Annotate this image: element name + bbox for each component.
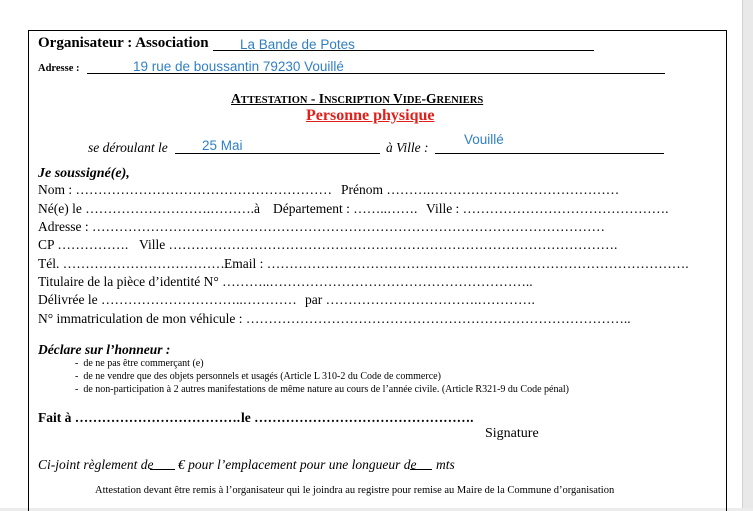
par-field: par …………………………….…………. — [305, 292, 535, 307]
declaration-heading: Déclare sur l’honneur : — [38, 342, 171, 357]
date-value: 25 Mai — [202, 138, 243, 153]
payment-unit: mts — [436, 457, 455, 472]
date-label: se déroulant le — [88, 140, 168, 155]
signature-label: Signature — [485, 426, 539, 441]
departement-field: Département : ……..……. — [273, 201, 418, 216]
fait-a-field: Fait à ………………………………. — [38, 410, 241, 425]
declaration-item: - de non-participation à 2 autres manifestations de même nature au cours de l’année civile. (Article R321-9 du Code pénal) — [75, 384, 570, 395]
address-underline — [87, 73, 665, 74]
ville-field: Ville ………………………………………………………………………………………. — [139, 237, 618, 252]
birth-date-field: Né(e) le ……………………….……….à — [38, 201, 260, 216]
organizer-underline — [213, 50, 594, 51]
organizer-label: Organisateur : Association — [38, 35, 209, 51]
organizer-value: La Bande de Potes — [240, 37, 355, 52]
declaration-item: - de ne vendre que des objets personnels et usagés (Article L 310-2 du Code de commerce) — [75, 371, 441, 382]
cp-field: CP ……………. — [38, 237, 129, 252]
subtitle-personne-physique: Personne physique — [306, 107, 435, 124]
address-value: 19 rue de boussantin 79230 Vouillé — [133, 59, 344, 74]
payment-amount-blank — [150, 469, 175, 470]
payment-euro-text: € pour l’emplacement pour une longueur de — [178, 457, 417, 472]
length-blank — [410, 469, 432, 470]
attestation-title: ATTESTATION - INSCRIPTION VIDE-GRENIERS — [231, 91, 484, 106]
city-underline — [435, 153, 664, 154]
adresse-field: Adresse : …………………………………………………………………………………………………… — [38, 219, 605, 234]
email-field: Email : …………………………………………………………………………………. — [224, 256, 689, 271]
payment-prefix: Ci-joint règlement de — [38, 457, 154, 472]
date-underline — [175, 153, 380, 154]
declaration-item: - de ne pas être commerçant (e) — [75, 358, 204, 369]
birth-city-field: Ville : ………………………………………. — [426, 201, 669, 216]
footer-note: Attestation devant être remis à l’organisateur qui le joindra au registre pour remise au Maire de la Commune d’organisation — [95, 485, 615, 496]
le-field: le …………………………………………. — [241, 410, 474, 425]
delivree-field: Délivrée le …………………………..………… — [38, 292, 297, 307]
soussigne-heading: Je soussigné(e), — [38, 166, 130, 181]
prenom-field: Prénom ……….…………………………………… — [341, 182, 620, 197]
id-card-field: Titulaire de la pièce d’identité N° ………..………………………………………………….. — [38, 274, 533, 289]
nom-field: Nom : ………………………………………………… — [38, 182, 333, 197]
viewer-scrollbar[interactable] — [742, 0, 753, 508]
address-label: Adresse : — [38, 63, 80, 74]
immatriculation-field: N° immatriculation de mon véhicule : ………………………………………………………………………….. — [38, 311, 631, 326]
city-label: à Ville : — [386, 140, 429, 155]
tel-field: Tél. ………………………………. — [38, 256, 229, 271]
city-value: Vouillé — [464, 132, 504, 147]
